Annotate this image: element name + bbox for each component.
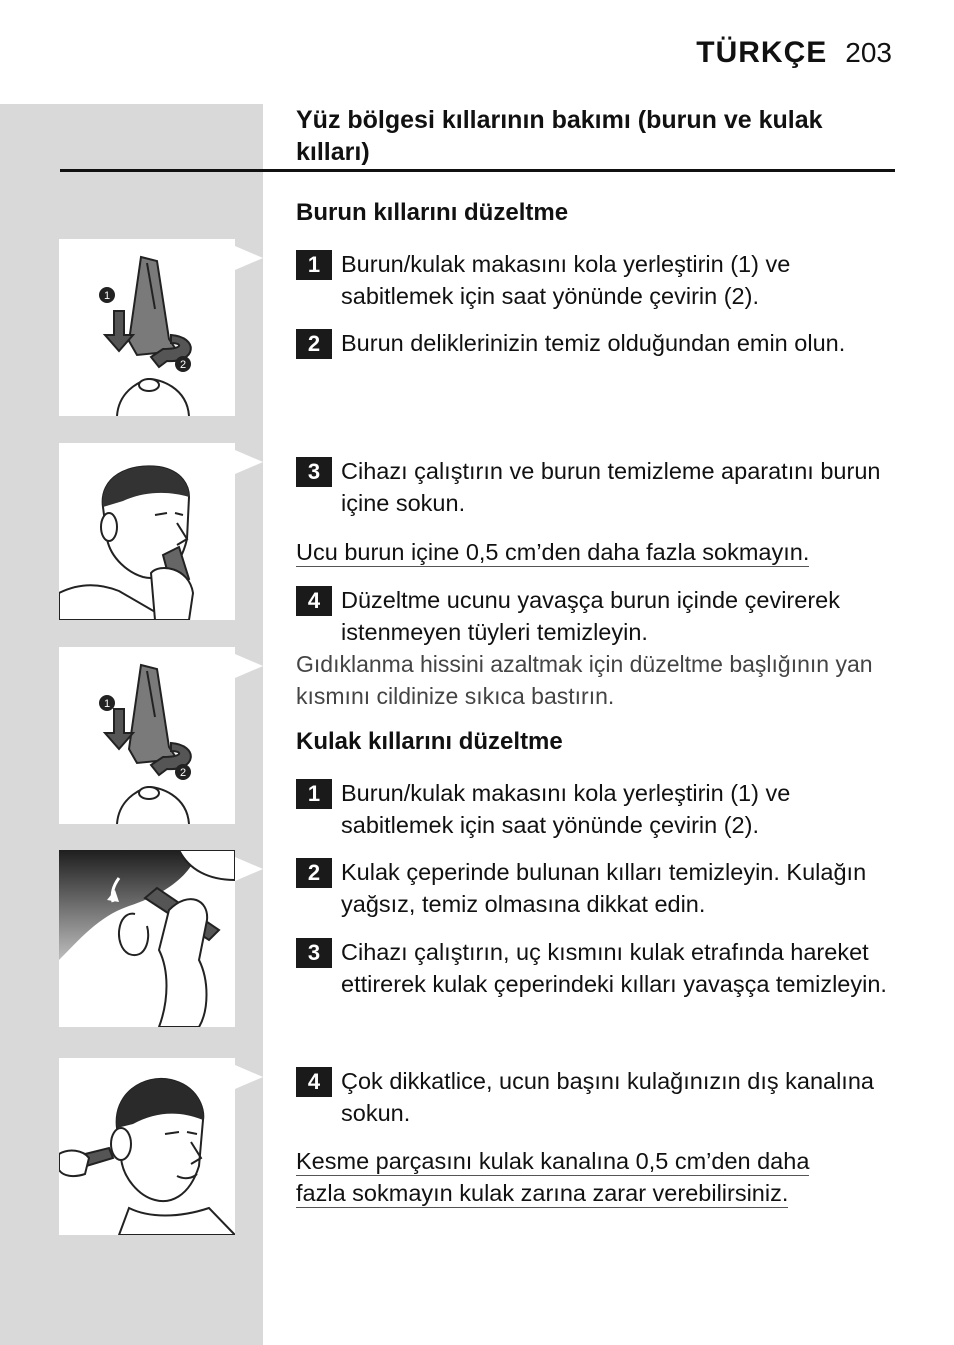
step-number: 4 [296, 1067, 332, 1097]
svg-text:2: 2 [179, 767, 187, 779]
step-text: Cihazı çalıştırın, uç kısmını kulak etrafında hareket ettirerek kulak çeperindeki kılları yavaşça temizleyin. [341, 939, 887, 997]
ear-step-4 [296, 1065, 906, 1129]
nose-heading: Burun kıllarını düzeltme [296, 199, 569, 226]
svg-text:1: 1 [103, 698, 111, 710]
nose-trimming-illustration [59, 443, 235, 620]
step-number: 3 [296, 938, 332, 968]
ear-heading: Kulak kıllarını düzeltme [296, 728, 563, 755]
step-number: 1 [296, 250, 332, 280]
pointer-arrow [235, 246, 263, 270]
step-number: 4 [296, 586, 332, 616]
step-text: Burun/kulak makasını kola yerleştirin (1) ve sabitlemek için saat yönünde çevirin (2). [341, 251, 791, 309]
page-number: 203 [845, 37, 892, 68]
step-number: 1 [296, 779, 332, 809]
pointer-arrow [235, 857, 263, 881]
svg-text:1: 1 [103, 290, 111, 302]
svg-text:2: 2 [179, 359, 187, 371]
nose-step-2 [296, 327, 906, 359]
trimmer-attach-illustration [59, 239, 235, 416]
ear-step-3 [296, 936, 906, 1000]
section-divider [60, 169, 895, 172]
ear-canal-face-icon [59, 1058, 235, 1235]
step-number: 3 [296, 457, 332, 487]
pointer-arrow [235, 1065, 263, 1089]
ear-canal-illustration [59, 1058, 235, 1235]
step-number: 2 [296, 329, 332, 359]
pointer-arrow [235, 654, 263, 678]
trimmer-attach-icon [59, 647, 235, 824]
nose-step-1 [296, 248, 906, 312]
ear-trimming-illustration [59, 850, 235, 1027]
nose-step-3 [296, 455, 906, 519]
step-text: Çok dikkatlice, ucun başını kulağınızın dış kanalına sokun. [341, 1068, 874, 1126]
trimmer-attach-icon [59, 239, 235, 416]
page-header [696, 36, 892, 70]
nose-step-4 [296, 584, 906, 648]
nose-trimming-face-icon [59, 443, 235, 620]
nose-warning: Ucu burun içine 0,5 cm’den daha fazla sokmayın. [296, 539, 810, 565]
step-text: Cihazı çalıştırın ve burun temizleme aparatını burun içine sokun. [341, 458, 881, 516]
step-text: Düzeltme ucunu yavaşça burun içinde çevirerek istenmeyen tüyleri temizleyin. [341, 587, 840, 645]
step-number: 2 [296, 858, 332, 888]
ear-step-1 [296, 777, 906, 841]
language-label: TÜRKÇE [696, 36, 828, 69]
ear-trimming-hand-icon [59, 850, 235, 1027]
ear-warning: Kesme parçasını kulak kanalına 0,5 cm’den daha fazla sokmayın kulak zarına zarar verebilirsiniz. [296, 1148, 810, 1206]
ear-step-2 [296, 856, 906, 920]
pointer-arrow [235, 450, 263, 474]
step-text: Burun/kulak makasını kola yerleştirin (1) ve sabitlemek için saat yönünde çevirin (2). [341, 780, 791, 838]
trimmer-attach-illustration-ear [59, 647, 235, 824]
nose-note: Gıdıklanma hissini azaltmak için düzeltme başlığının yan kısmını cildinize sıkıca bastırın. [296, 651, 873, 709]
step-text: Burun deliklerinizin temiz olduğundan emin olun. [341, 330, 846, 356]
section-title: Yüz bölgesi kıllarının bakımı (burun ve kulak kılları) [296, 106, 823, 166]
step-text: Kulak çeperinde bulunan kılları temizleyin. Kulağın yağsız, temiz olmasına dikkat edin. [341, 859, 867, 917]
